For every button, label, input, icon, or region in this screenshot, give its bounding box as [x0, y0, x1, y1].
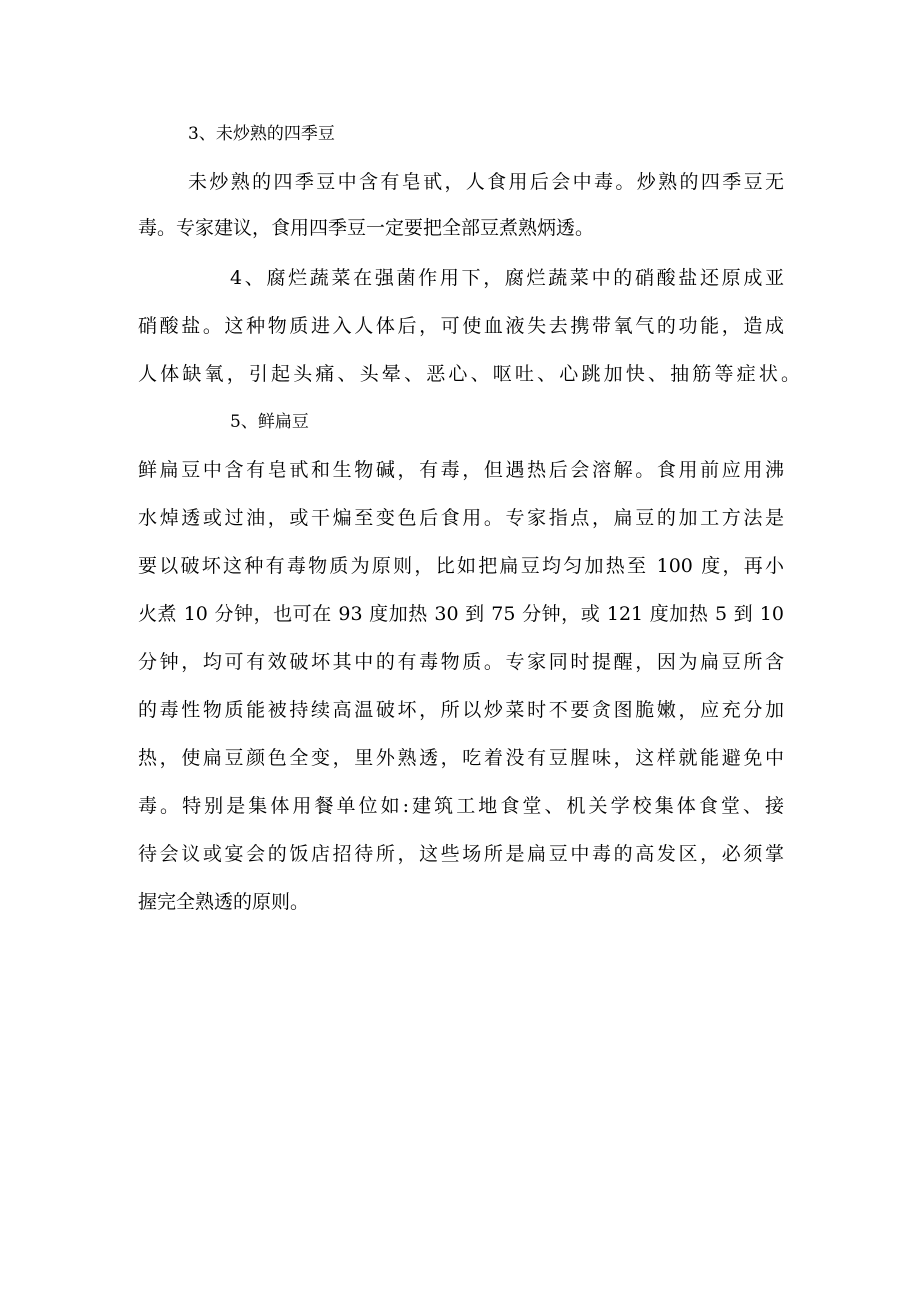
paragraph-line: 热，使扁豆颜色全变，里外熟透，吃着没有豆腥味，这样就能避免中	[138, 747, 784, 769]
paragraph-line: 4、腐烂蔬菜在强菌作用下，腐烂蔬菜中的硝酸盐还原成亚	[230, 267, 784, 289]
paragraph-line: 毒。特别是集体用餐单位如:建筑工地食堂、机关学校集体食堂、接	[138, 795, 784, 817]
paragraph-line: 毒。专家建议，食用四季豆一定要把全部豆煮熟炳透。	[138, 217, 595, 239]
paragraph-line: 的毒性物质能被持续高温破坏，所以炒菜时不要贪图脆嫩，应充分加	[138, 699, 784, 721]
paragraph-line: 鲜扁豆中含有皂甙和生物碱，有毒，但遇热后会溶解。食用前应用沸	[138, 459, 784, 481]
section-heading-3: 3、未炒熟的四季豆	[188, 124, 335, 144]
paragraph-line: 火煮 10 分钟，也可在 93 度加热 30 到 75 分钟，或 121 度加热 5 到 10	[138, 603, 784, 625]
paragraph-line: 握完全熟透的原则。	[138, 891, 310, 913]
paragraph-line: 未炒熟的四季豆中含有皂甙，人食用后会中毒。炒熟的四季豆无	[188, 171, 784, 193]
paragraph-line: 水焯透或过油，或干煸至变色后食用。专家指点，扁豆的加工方法是	[138, 507, 784, 529]
paragraph-line: 硝酸盐。这种物质进入人体后，可使血液失去携带氧气的功能，造成	[138, 315, 784, 337]
paragraph-line: 分钟，均可有效破坏其中的有毒物质。专家同时提醒，因为扁豆所含	[138, 651, 784, 673]
paragraph-line: 待会议或宴会的饭店招待所，这些场所是扁豆中毒的高发区，必须掌	[138, 843, 784, 865]
section-heading-5: 5、鲜扁豆	[230, 412, 309, 432]
paragraph-line: 人体缺氧，引起头痛、头晕、恶心、呕吐、心跳加快、抽筋等症状。	[138, 363, 800, 385]
paragraph-line: 要以破坏这种有毒物质为原则，比如把扁豆均匀加热至 100 度，再小	[138, 555, 784, 577]
